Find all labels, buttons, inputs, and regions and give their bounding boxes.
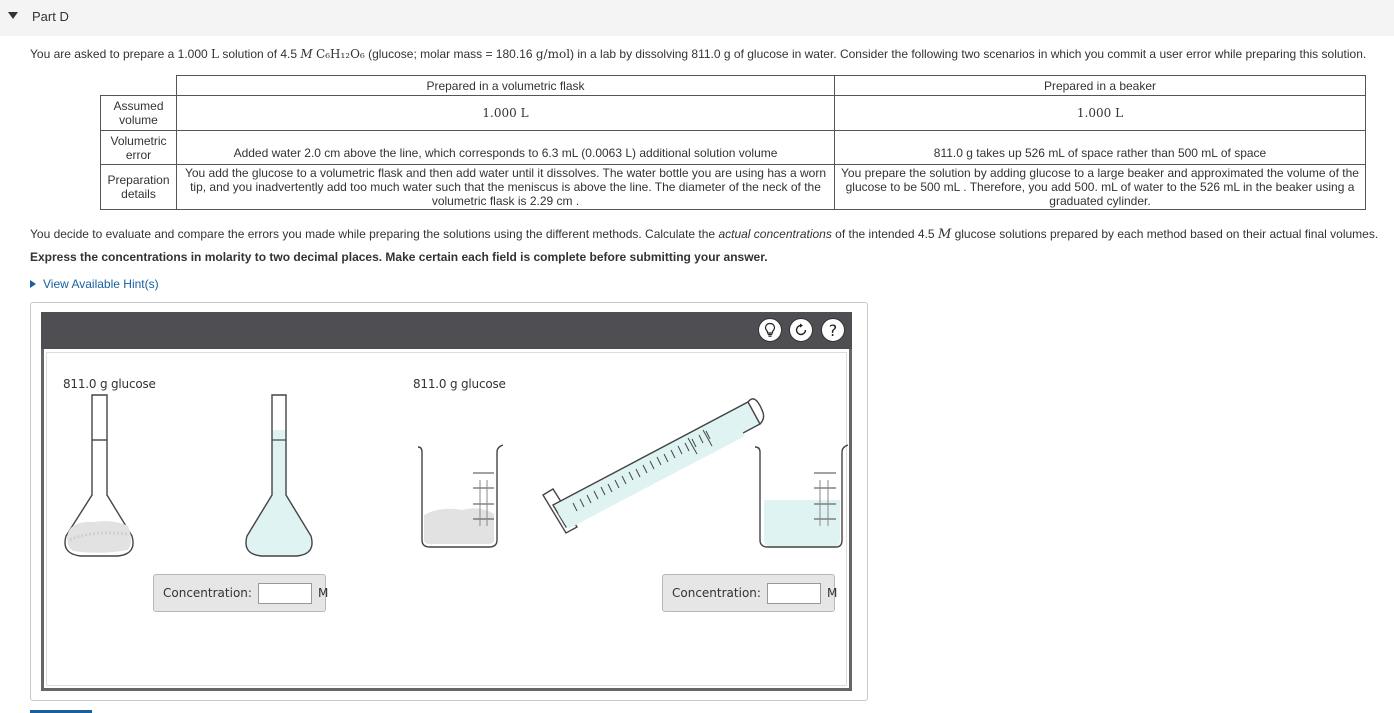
concentration-beaker-input[interactable] — [767, 583, 821, 604]
cell-flask-assumed-volume: 1.000 L — [177, 96, 835, 131]
row-header-volumetric-error: Volumetric error — [101, 131, 177, 165]
concentration-flask-box — [153, 574, 329, 612]
concentration-beaker-label: Concentration: — [672, 586, 761, 600]
flask-glucose-label: 811.0 g glucose — [63, 377, 156, 391]
view-hints-link[interactable]: View Available Hint(s) — [30, 277, 159, 291]
concentration-flask-label: Concentration: — [163, 586, 252, 600]
beaker-glucose-label: 811.0 g glucose — [413, 377, 506, 391]
cell-flask-volumetric-error: Added water 2.0 cm above the line, which corresponds to 6.3 mL (0.0063 L) additional solution volume — [177, 131, 835, 165]
express-instruction: Express the concentrations in molarity to two decimal places. Make certain each field is complete before submitting your answer. — [30, 250, 768, 264]
volumetric-flask-solution[interactable] — [246, 395, 312, 556]
concentration-beaker-unit: M — [826, 586, 838, 600]
col-header-beaker: Prepared in a beaker — [835, 76, 1366, 96]
row-header-assumed-volume: Assumed volume — [101, 96, 177, 131]
cell-flask-preparation-details: You add the glucose to a volumetric flask and then add water until it dissolves. The water bottle you are using has a worn tip, and you inadvertently add too much water such that the meniscus is above the line. The diameter of the neck of the volumetric flask is 2.29 cm . — [177, 165, 835, 210]
beaker-solution[interactable] — [755, 445, 848, 547]
beaker-glucose[interactable] — [418, 445, 503, 547]
graduated-cylinder[interactable] — [543, 399, 764, 533]
instruction-text: You decide to evaluate and compare the errors you made while preparing the solutions using the different methods. Calculate the actual concentrations of the intended 4.5 M glucose solutions prepared by each method based on their actual final volumes. — [30, 227, 1379, 242]
part-title: Part D — [32, 9, 69, 24]
help-button[interactable]: ? — [821, 318, 845, 342]
concentration-beaker-box — [662, 574, 838, 612]
cell-beaker-assumed-volume: 1.000 L — [835, 96, 1366, 131]
col-header-flask: Prepared in a volumetric flask — [177, 76, 835, 96]
cell-beaker-volumetric-error: 811.0 g takes up 526 mL of space rather than 500 mL of space — [835, 131, 1366, 165]
concentration-flask-unit: M — [317, 586, 329, 600]
row-header-preparation-details: Preparation details — [101, 165, 177, 210]
concentration-flask-input[interactable] — [258, 583, 312, 604]
volumetric-flask-glucose[interactable] — [65, 395, 133, 556]
cell-beaker-preparation-details: You prepare the solution by adding glucose to a large beaker and approximated the volume of the glucose to be 500 mL . Therefore, you add 500. mL of water to the 526 mL in the beaker using a graduated cylinder. — [835, 165, 1366, 210]
question-text: You are asked to prepare a 1.000 L solution of 4.5 M C₆H₁₂O₆ (glucose; molar mass = 180.16 g/mol) in a lab by dissolving 811.0 g of glucose in water. Consider the following two scenarios in which you commit a user error while preparing this solution. — [30, 47, 1367, 61]
